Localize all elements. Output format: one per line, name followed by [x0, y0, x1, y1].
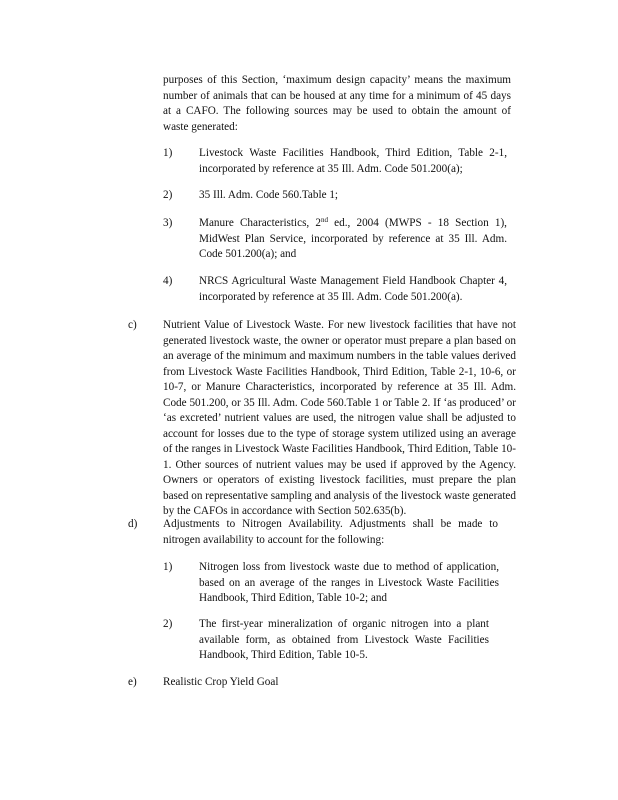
adjustment-item: Nitrogen loss from livestock waste due to method of application, based on an average of the ranges in Livestock Waste Facilities Handbook, Third Edition, Table 10-2; and	[199, 561, 499, 604]
section-letter: c)	[128, 319, 137, 331]
ordinal-superscript: nd	[321, 216, 328, 224]
section-d-paragraph: Adjustments to Nitrogen Availability. Adjustments shall be made to nitrogen availability to account for the following:	[163, 518, 498, 546]
source-item: Livestock Waste Facilities Handbook, Third Edition, Table 2-1, incorporated by reference at 35 Ill. Adm. Code 501.200(a);	[199, 147, 507, 175]
source-number: 1)	[163, 147, 173, 159]
source-item: NRCS Agricultural Waste Management Field Handbook Chapter 4, incorporated by reference at 35 Ill. Adm. Code 501.200(a).	[199, 275, 507, 303]
section-e-heading: Realistic Crop Yield Goal	[163, 676, 279, 688]
adjustment-number: 2)	[163, 618, 173, 630]
source-number: 2)	[163, 189, 173, 201]
source-number: 4)	[163, 275, 173, 287]
intro-paragraph: purposes of this Section, ‘maximum design capacity’ means the maximum number of animals that can be housed at any time for a minimum of 45 days at a CAFO. The following sources may be used to obtain the amount of waste generated:	[163, 74, 511, 133]
section-c-paragraph: Nutrient Value of Livestock Waste. For new livestock facilities that have not generated livestock waste, the owner or operator must prepare a plan based on an average of the minimum and maximum numbers in the table values derived from Livestock Waste Facilities Handbook, Third Edition, Table 2-1, 10-6, or 10-7, or Manure Characteristics, incorporated by reference at 35 Ill. Adm. Code 501.200, or 35 Ill. Adm. Code 560.Table 1 or Table 2. If ‘as produced’ or ‘as excreted’ nutrient values are used, the nitrogen value shall be adjusted to account for losses due to the type of storage system utilized using an average of the ranges in Livestock Waste Facilities Handbook, Third Edition, Table 10-1. Other sources of nutrient values may be used if approved by the Agency. Owners or operators of existing livestock facilities, must prepare the plan based on representative sampling and analysis of the livestock waste generated by the CAFOs in accordance with Section 502.635(b).	[163, 319, 516, 517]
source-item: 35 Ill. Adm. Code 560.Table 1;	[199, 189, 339, 201]
section-letter: e)	[128, 676, 137, 688]
source-item	[199, 216, 507, 263]
source-text-part: Manure Characteristics, 2	[199, 217, 321, 229]
source-number: 3)	[163, 217, 173, 229]
section-letter: d)	[128, 518, 138, 530]
adjustment-number: 1)	[163, 561, 173, 573]
adjustment-item: The first-year mineralization of organic nitrogen into a plant available form, as obtained from Livestock Waste Facilities Handbook, Third Edition, Table 10-5.	[199, 618, 489, 661]
source-text-part: ed., 2004 (MWPS - 18 Section 1), MidWest Plan Service, incorporated by reference at 35 Ill. Adm. Code 501.200(a); and	[199, 217, 507, 260]
